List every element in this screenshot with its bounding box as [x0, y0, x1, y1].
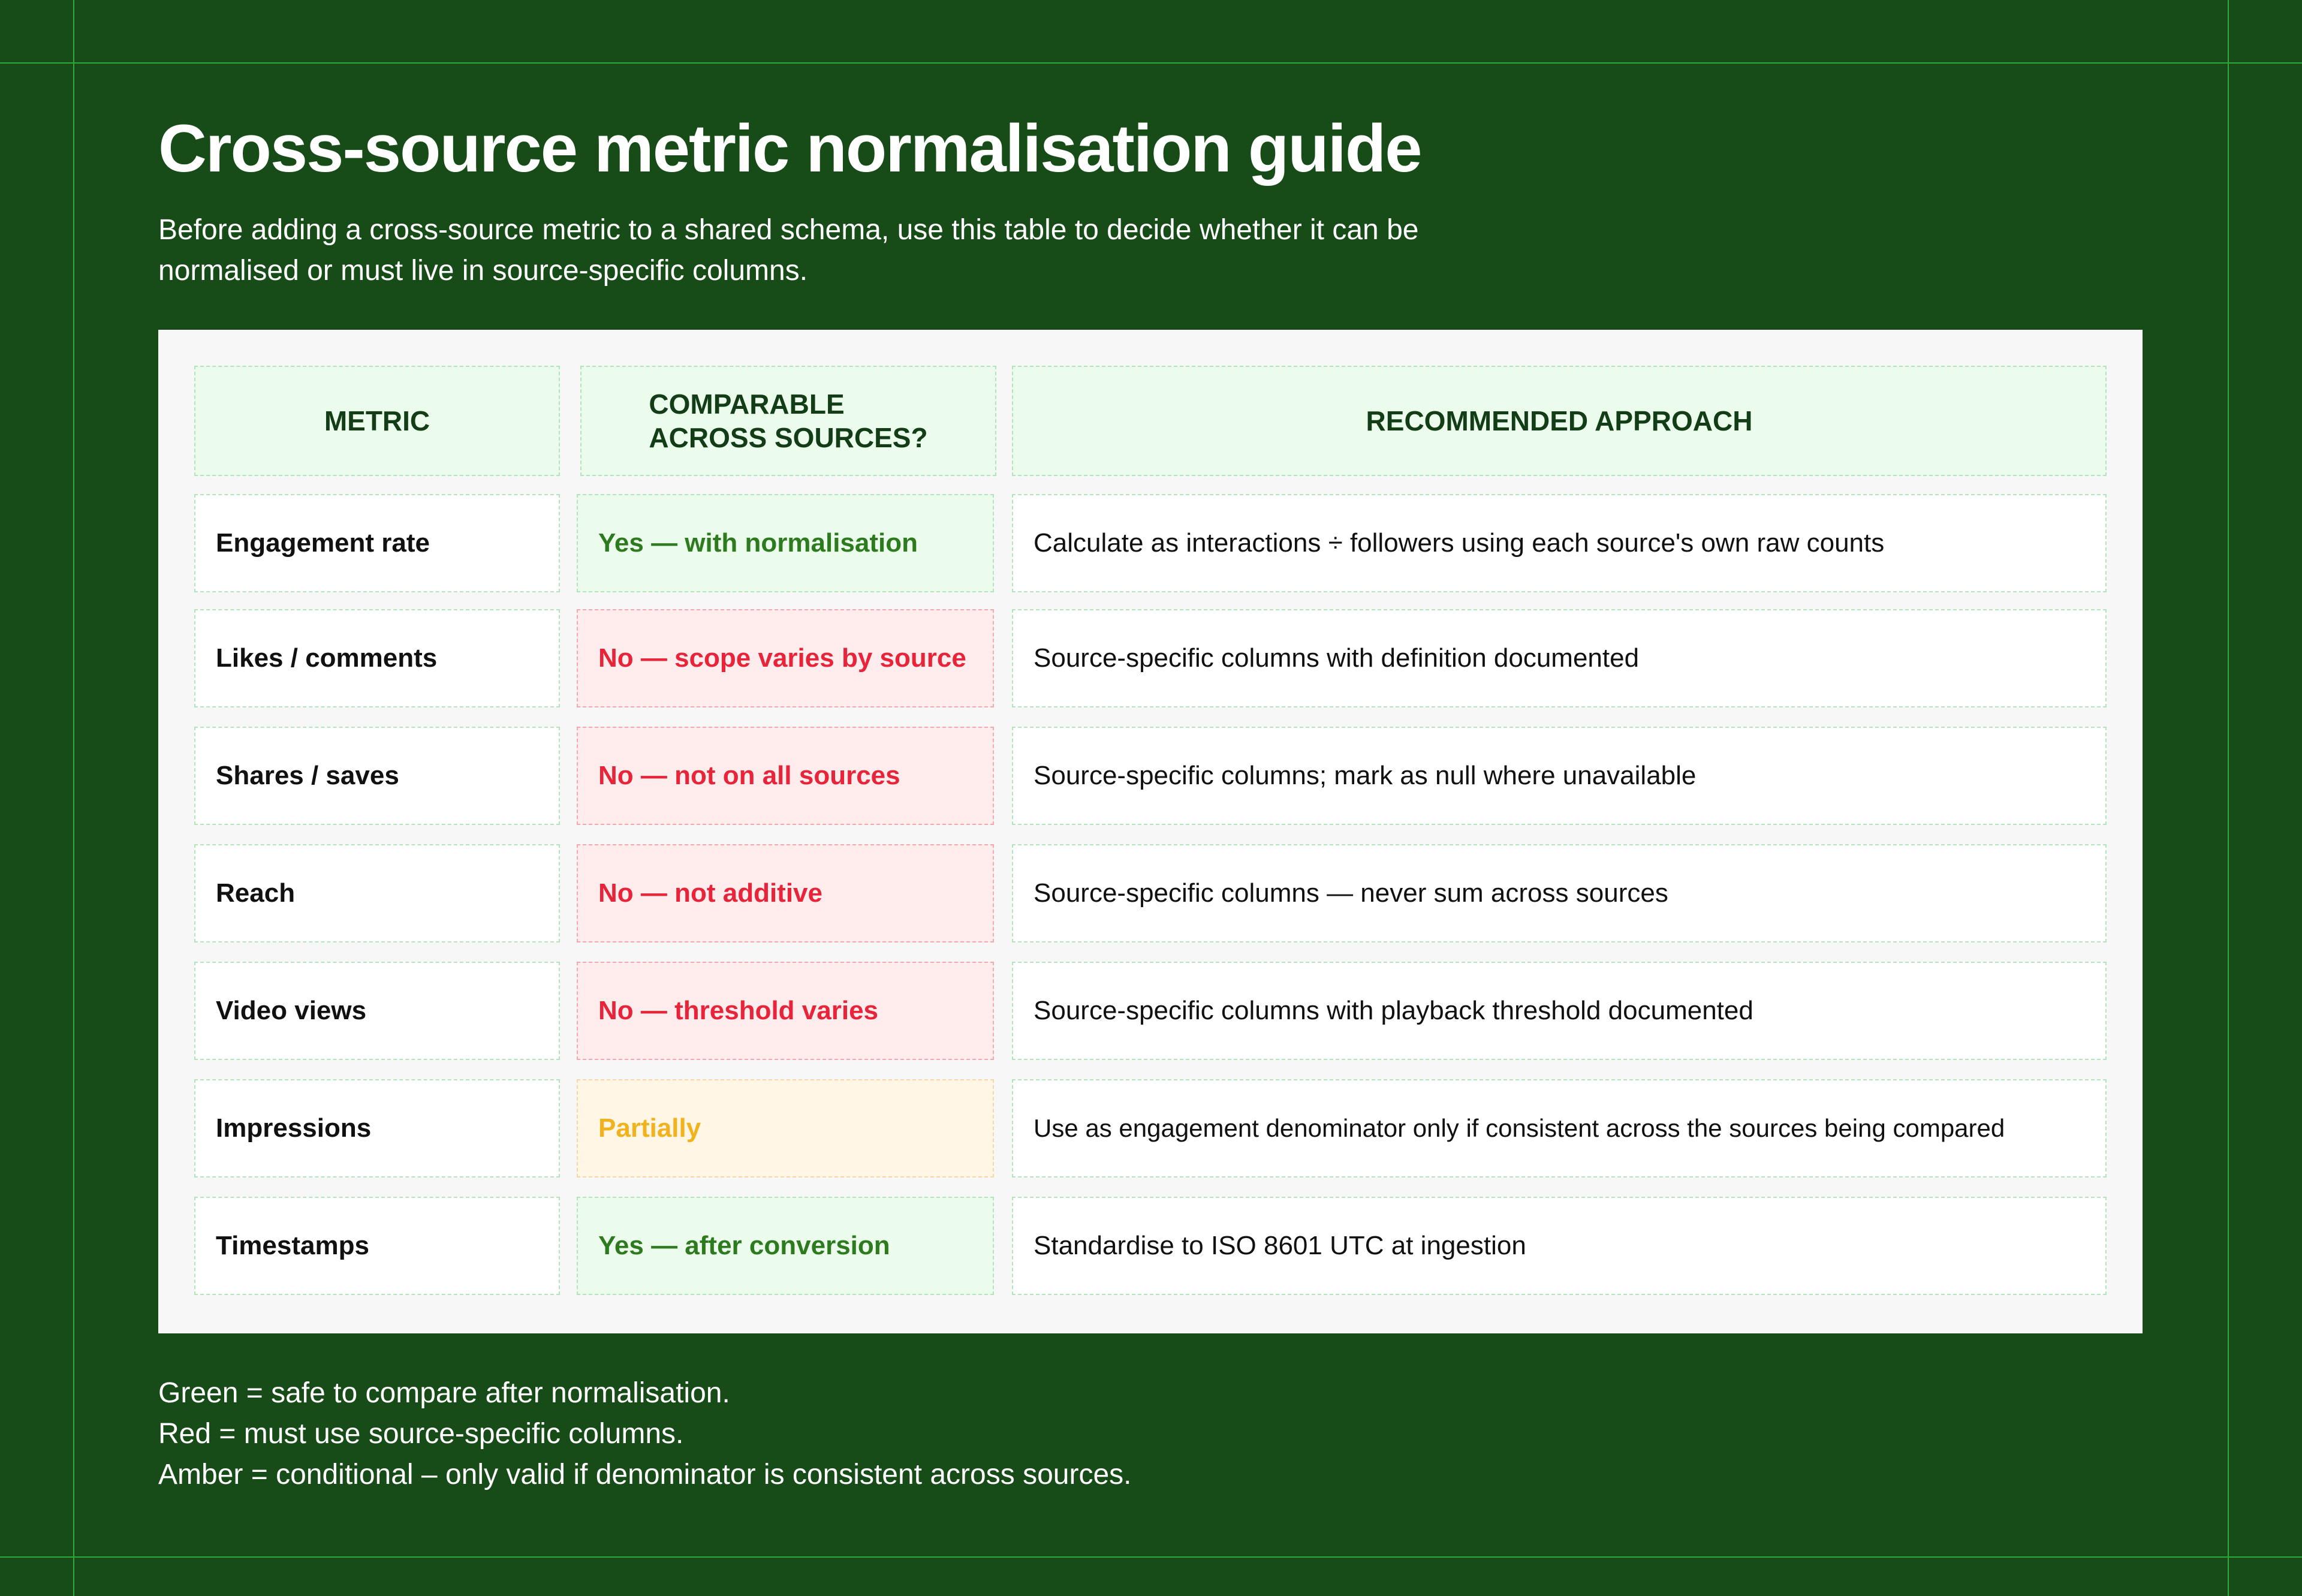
- header-metric: [194, 366, 560, 476]
- page-title: Cross-source metric normalisation guide: [158, 111, 1421, 186]
- row-7-metric: Timestamps: [194, 1197, 560, 1295]
- row-1-approach: Calculate as interactions ÷ followers using each source's own raw counts: [1012, 494, 2107, 592]
- legend: [158, 1373, 1131, 1495]
- header-approach-label: RECOMMENDED APPROACH: [1366, 405, 1753, 436]
- row-4-approach: Source-specific columns — never sum across sources: [1012, 844, 2107, 942]
- guide-line-left: [73, 0, 74, 1596]
- header-comparable-label: [649, 387, 927, 454]
- row-3-approach: Source-specific columns; mark as null where unavailable: [1012, 727, 2107, 825]
- page-subtitle: Before adding a cross-source metric to a shared schema, use this table to decide whether it can be normalised or must live in source-specific columns.: [158, 214, 1419, 287]
- normalisation-table: [158, 330, 2143, 1333]
- row-6-metric: Impressions: [194, 1079, 560, 1178]
- header-approach: [1012, 366, 2107, 476]
- guide-line-bottom: [0, 1556, 2302, 1558]
- row-5-comparable-status: No — threshold varies: [577, 962, 994, 1060]
- row-5-metric: Video views: [194, 962, 560, 1060]
- row-2-metric: Likes / comments: [194, 609, 560, 707]
- legend-red: Red = must use source-specific columns.: [158, 1418, 684, 1450]
- row-3-comparable-status: No — not on all sources: [577, 727, 994, 825]
- row-5-approach: Source-specific columns with playback threshold documented: [1012, 962, 2107, 1060]
- row-4-comparable-status: No — not additive: [577, 844, 994, 942]
- guide-line-right: [2228, 0, 2229, 1596]
- header-metric-label: METRIC: [324, 405, 430, 436]
- row-2-comparable-status: No — scope varies by source: [577, 609, 994, 707]
- row-6-comparable-status: Partially: [577, 1079, 994, 1178]
- header-comparable-line1: COMPARABLE: [649, 389, 845, 420]
- legend-green: Green = safe to compare after normalisation.: [158, 1377, 730, 1409]
- row-3-metric: Shares / saves: [194, 727, 560, 825]
- row-7-comparable-status: Yes — after conversion: [577, 1197, 994, 1295]
- row-4-metric: Reach: [194, 844, 560, 942]
- row-1-metric: Engagement rate: [194, 494, 560, 592]
- header-comparable: [580, 366, 996, 476]
- row-1-comparable-status: Yes — with normalisation: [577, 494, 994, 592]
- row-2-approach: Source-specific columns with definition documented: [1012, 609, 2107, 707]
- row-7-approach: Standardise to ISO 8601 UTC at ingestion: [1012, 1197, 2107, 1295]
- header-comparable-line2: ACROSS SOURCES?: [649, 422, 928, 453]
- guide-line-top: [0, 62, 2302, 64]
- legend-amber: Amber = conditional – only valid if denominator is consistent across sources.: [158, 1459, 1132, 1490]
- row-6-approach: Use as engagement denominator only if consistent across the sources being compared: [1012, 1079, 2107, 1178]
